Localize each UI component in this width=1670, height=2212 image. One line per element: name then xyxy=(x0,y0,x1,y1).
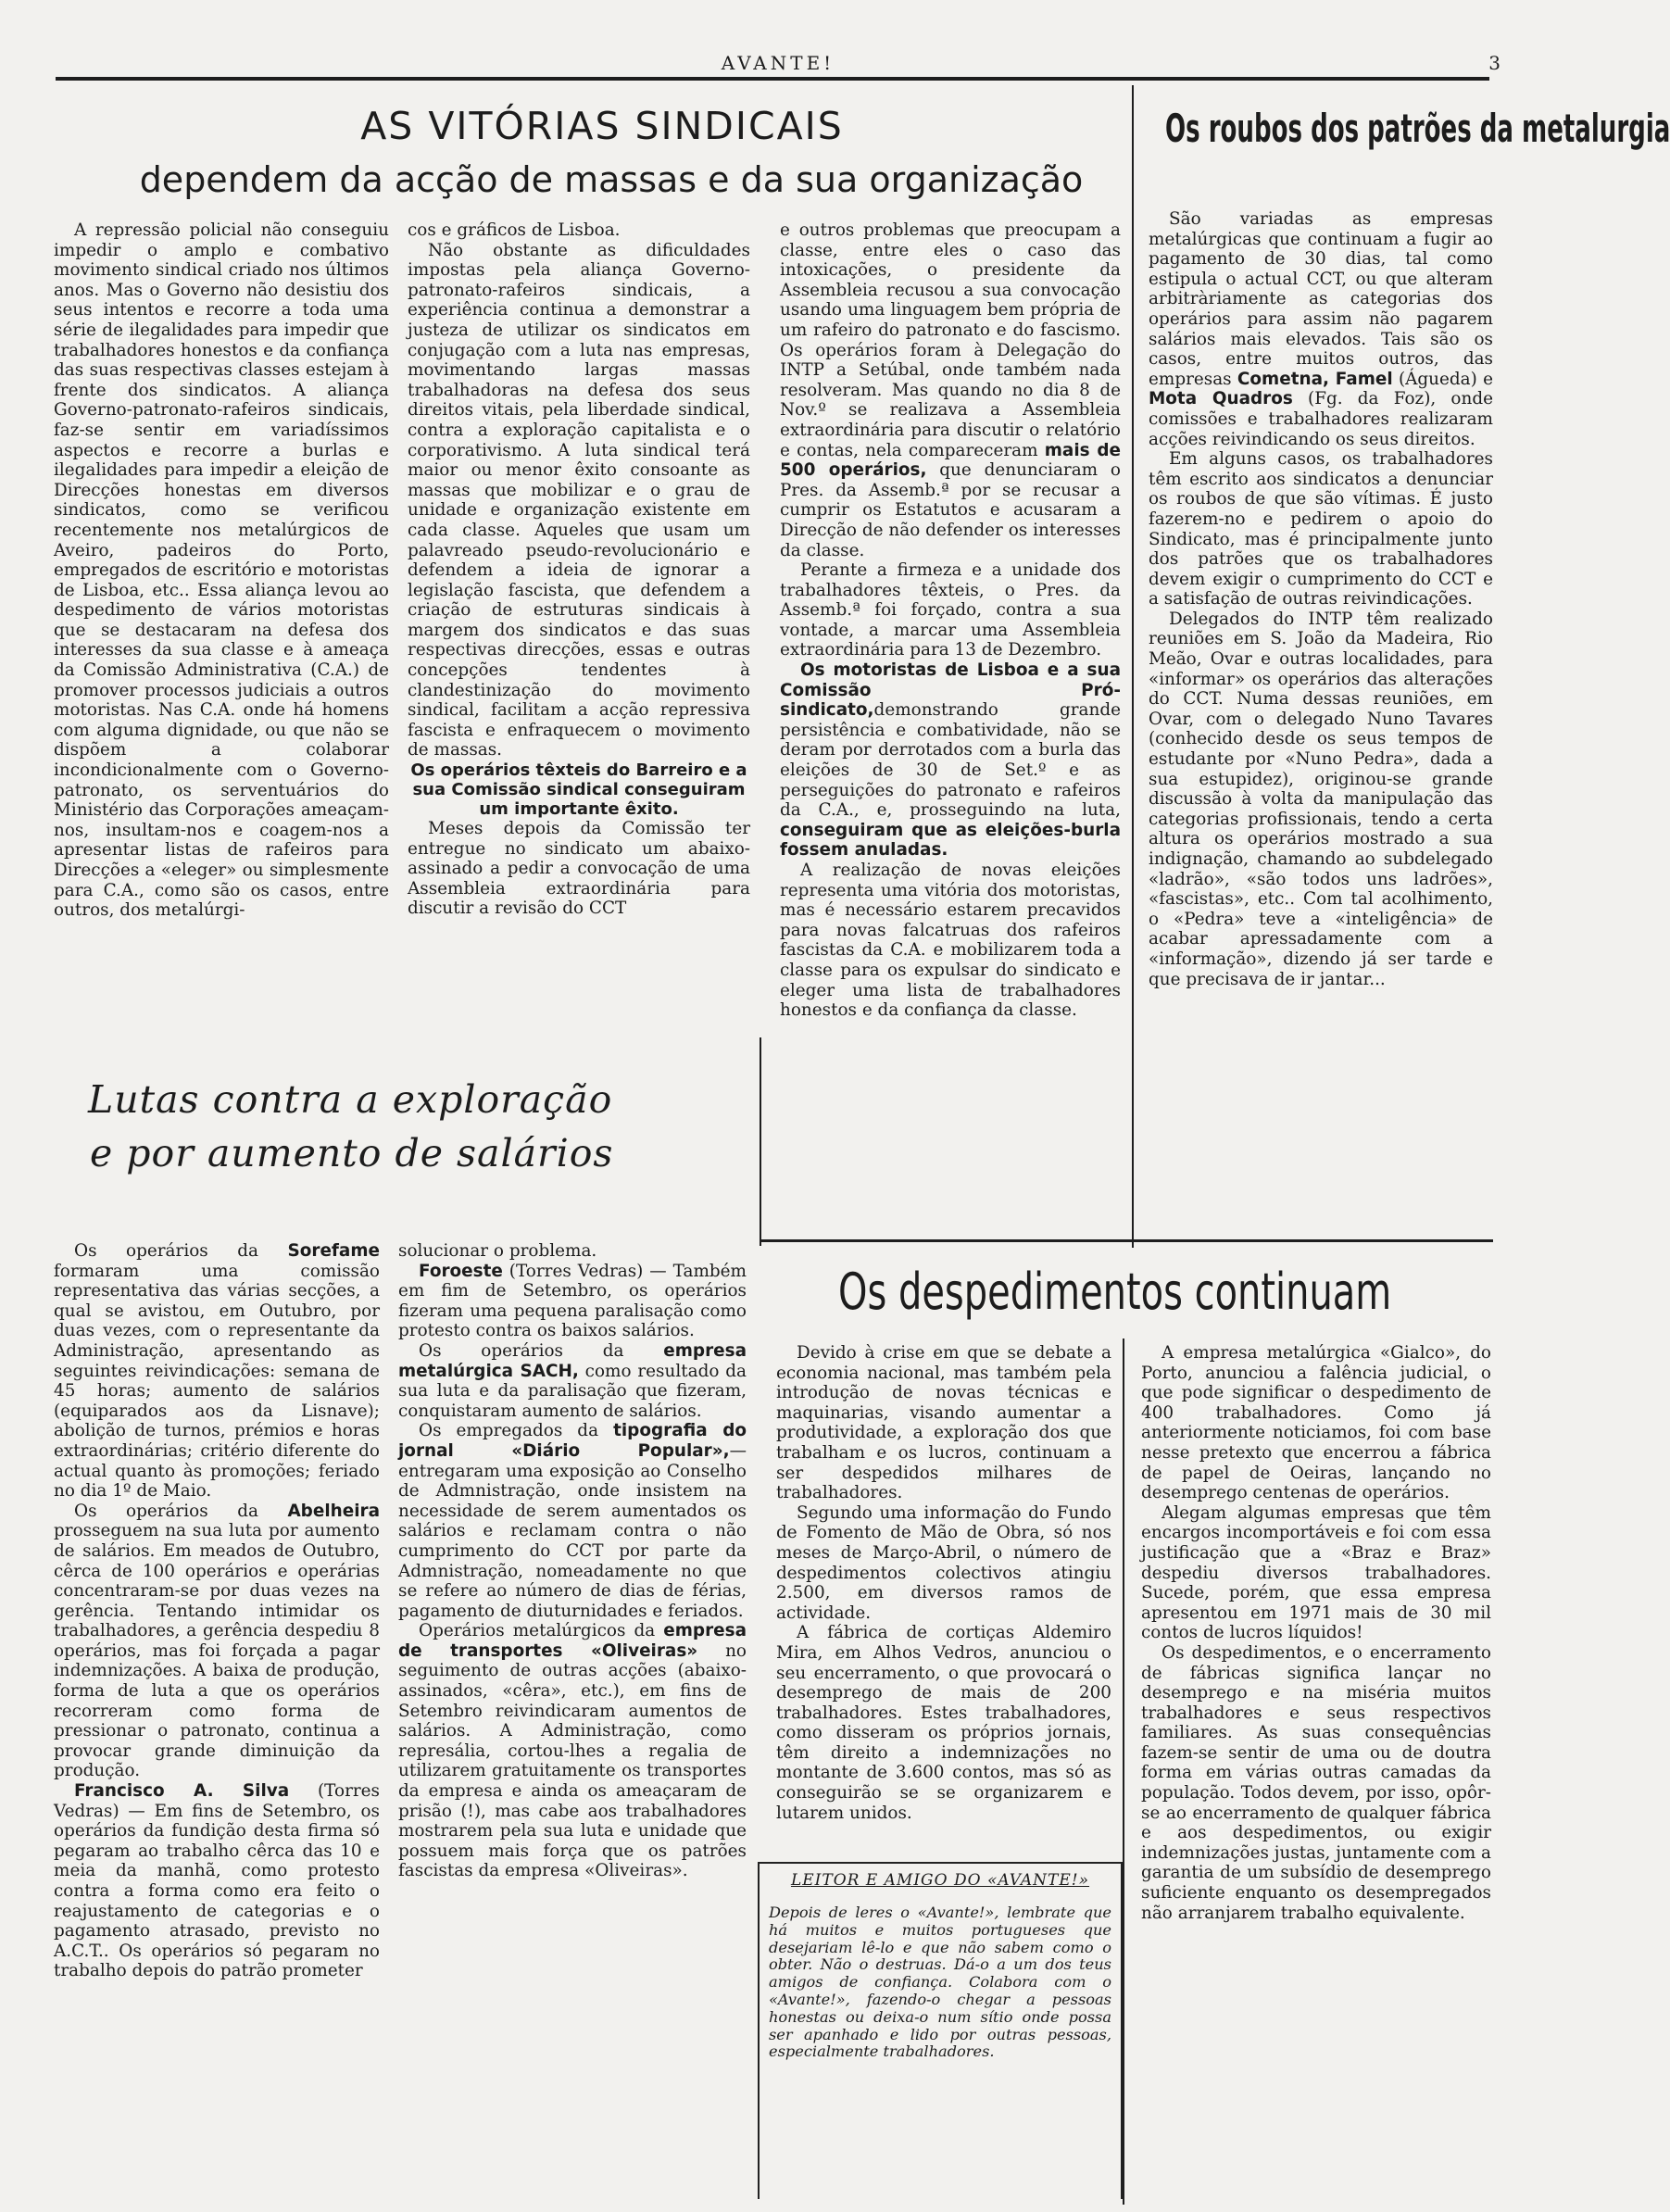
paragraph: (Águeda) e xyxy=(1398,369,1493,389)
paragraph: Perante a firmeza e a unidade dos trabalhadores têxteis, o Pres. da Assemb.ª foi forçado, contra a sua vontade, a marcar uma Assembleia extraordinária para 13 de Dezembro. xyxy=(780,560,1121,660)
emphasis: Mota Quadros xyxy=(1149,389,1293,409)
emphasis: Francisco A. Silva xyxy=(74,1781,290,1802)
emphasis: conseguiram que as eleições-burla fossem anuladas. xyxy=(780,820,1121,861)
paragraph: que denunciaram o Pres. da Assemb.ª por se recusar a cumprir os Estatutos e acusaram a Direcção de não defender os interesses da classe. xyxy=(780,460,1121,560)
emphasis: empresa de transportes «Oliveiras» xyxy=(398,1621,747,1661)
emphasis: Cometna, Famel xyxy=(1237,369,1393,389)
article1-column-2 xyxy=(408,220,750,1073)
paragraph: (Fg. da Foz), onde comissões e trabalhadores realizaram acções reivindicando os seus direitos. xyxy=(1149,389,1493,449)
paragraph: no seguimento de outras acções (abaixo-assinados, «cêra», etc.), em fins de Setembro reivindicaram aumentos de salários. A Administração, como represália, cortou-lhes a regalia de utilizarem gratuitamente os transportes da empresa e ainda os ameaçaram de prisão (!), mas cabe aos trabalhadores mostrarem pela sua luta e unidade que possuem mais força que os patrões fascistas da empresa «Oliveiras». xyxy=(398,1640,747,1881)
newspaper-name: AVANTE! xyxy=(721,52,835,74)
header-rule xyxy=(56,77,1489,81)
paragraph: Segundo uma informação do Fundo de Fomento de Mão de Obra, só nos meses de Março-Abril, o número de despedimentos colectivos atingiu 2.500, em diversos ramos de actividade. xyxy=(776,1502,1111,1623)
emphasis: mais de 500 operários, xyxy=(780,440,1121,481)
lower-divider xyxy=(1123,1339,1124,2205)
paragraph: A realização de novas eleições representa uma vitória dos motoristas, mas é necessário estarem precavidos para novas falcatruas dos rafeiros fascistas da C.A. e mobilizarem toda a classe para os expulsar do sindicato e eleger uma lista de trabalhadores honestos e da confiança da classe. xyxy=(780,861,1121,1021)
headline-despedimentos xyxy=(838,1255,1505,1339)
paragraph: — entregaram uma exposição ao Conselho de Admnistração, onde insistem na necessidade de serem aumentados os salários e reclamam contra o não cumprimento do CCT por parte da Admnistração, nomeadamente no que se refere ao número de dias de férias, pagamento de diuturnidades e feriados. xyxy=(398,1440,747,1621)
article4-top-rule xyxy=(761,1239,1493,1242)
emphasis: Sorefame xyxy=(287,1241,380,1261)
paragraph: Não obstante as dificuldades impostas pela aliança Governo-patronato-rafeiros sindicais, a experiência continua a demonstrar a justeza de utilizar os sindicatos em conjugação com a luta nas empresas, movimentando largas massas trabalhadoras na defesa dos seus direitos vitais, pela liberdade sindical, contra a exploração capitalista e o corporativismo. A luta sindical terá maior ou menor êxito consoante as massas que mobilizar e o grau de unidade e organização existente em cada classe. Aqueles que usam um palavreado pseudo-revolucionário e defendem a ideia de ignorar a legislação fascista, que defendem a criação de estruturas sindicais à margem dos sindicatos e das suas respectivas direcções, essas e outras concepções tendentes à clandestinização do movimento sindical, facilitam a acção repressiva fascista e enfraquecem o movimento de massas. xyxy=(408,240,750,760)
headline-despedimentos-text: Os despedimentos continuam xyxy=(838,1263,1392,1321)
paragraph: São variadas as empresas metalúrgicas que continuam a fugir ao pagamento de 30 dias, tal como estipula o actual CCT, ou que alteram arbitràriamente as categorias dos operários para assim não pagarem salários mais elevados. Tais são os casos, entre muitos outros, das empresas xyxy=(1149,209,1493,389)
paragraph: Meses depois da Comissão ter entregue no sindicato um abaixo-assinado a pedir a convocação de uma Assembleia extraordinária para discutir a revisão do CCT xyxy=(408,819,750,919)
headline-vitorias: AS VITÓRIAS SINDICAIS xyxy=(360,104,844,148)
article3-column-1 xyxy=(54,1241,380,2205)
article4-column-2 xyxy=(1141,1343,1491,2205)
paragraph: Em alguns casos, os trabalhadores têm escrito aos sindicatos a denunciar os roubos de que são vítimas. É justo fazerem-no e pedirem o apoio do Sindicato, mas é principalmente junto dos patrões que os trabalhadores devem exigir o cumprimento do CCT e a satisfação de outras reivindicações. xyxy=(1149,449,1493,610)
article3-column-2 xyxy=(398,1241,747,2205)
paragraph: Operários metalúrgicos da xyxy=(419,1621,656,1641)
paragraph: prosseguem na sua luta por aumento de salários. Em meados de Outubro, cêrca de 100 operários e operárias concentraram-se por duas vezes na gerência. Tentando intimidar os trabalhadores, a gerência despediu 8 operários, mas foi forçada a pagar indemnizações. A baixa de produção, forma de luta a que os operários recorreram como forma de pressionar o patronato, continua a provocar grande diminuição da produção. xyxy=(54,1521,380,1781)
headline-roubos xyxy=(1139,102,1670,208)
paragraph: A repressão policial não conseguiu impedir o amplo e combativo movimento sindical criado nos últimos anos. Mas o Governo não desistiu dos seus intentos e recorre a toda uma série de ilegalidades para impedir que trabalhadores honestos e da confiança das suas respectivas classes estejam à frente dos sindicatos. A aliança Governo-patronato-rafeiros sindicais, faz-se sentir em variadíssimos aspectos e recorre a burlas e ilegalidades para impedir a eleição de Direcções honestas em diversos sindicatos, como se verificou recentemente nos metalúrgicos de Aveiro, padeiros do Porto, empregados de escritório e motoristas de Lisboa, etc.. Essa aliança levou ao despedimento de vários motoristas que se destacaram na defesa dos interesses da sua classe e à ameaça da Comissão Administrativa (C.A.) de promover processos judiciais a outros motoristas. Nas C.A. onde há homens com alguma dignidade, ou que não se dispõem a colaborar incondicionalmente com o Governo-patronato, os serventuários do Ministério das Corporações ameaçam-nos, insultam-nos e coagem-nos a apresentar listas de rafeiros para Direcções a «eleger» ou simplesmente para C.A., como são os casos, entre outros, dos metalúrgi- xyxy=(54,220,389,921)
paragraph: e outros problemas que preocupam a classe, entre eles o caso das intoxicações, o presidente da Assembleia recusou a sua convocação usando uma linguagem bem própria de um rafeiro do patronato e do fascismo. Os operários foram à Delegação do INTP a Setúbal, onde também nada resolveram. Mas quando no dia 8 de Nov.º se realizava a Assembleia extraordinária para discutir o relatório e contas, nela compareceram xyxy=(780,220,1121,460)
paragraph: Delegados do INTP têm realizado reuniões em S. João da Madeira, Rio Meão, Ovar e outras localidades, para «informar» os operários das alterações do CCT. Numa dessas reuniões, em Ovar, com o delegado Nuno Tavares (conhecido desde os seus tempos de estudante por «Nuno Pedra», dada a sua estupidez), originou-se grande discussão à volta da manipulação das categorias profissionais, tendo a certa altura os operários mostrado a sua indignação, chamando ao subdelegado «ladrão», «são todos uns ladrões», «fascistas», etc.. Com tal acolhimento, o «Pedra» teve a «inteligência» de acabar apressadamente com a «informação», dizendo já ser tarde e que precisava de ir jantar... xyxy=(1149,609,1493,989)
article1-column-3 xyxy=(780,220,1121,1239)
emphasis: Abelheira xyxy=(287,1501,380,1521)
emphasis: tipografia do jornal «Diário Popular», xyxy=(398,1421,747,1461)
paragraph: cos e gráficos de Lisboa. xyxy=(408,220,621,240)
emphasis: Foroeste xyxy=(419,1261,503,1281)
paragraph: Os operários da xyxy=(74,1241,258,1261)
paragraph: formaram uma comissão representativa das várias secções, a qual se avistou, em Outubro, por duas vezes, com o representante da Administração, apresentando as seguintes reivindicações: semana de 45 horas; aumento de salários (equiparados aos da Lisnave); abolição de turnos, prémios e horas extraordinárias; critério diferente do actual quanto às promoções; feriado no dia 1º de Maio. xyxy=(54,1261,380,1502)
headline-lutas xyxy=(88,1073,718,1180)
emphasis: empresa metalúrgica SACH, xyxy=(398,1340,747,1381)
article2-column xyxy=(1149,209,1493,1239)
paragraph: (Torres Vedras) — Também em fim de Setembro, os operários fizeram uma pequena paralisação como protesto contra os baixos salários. xyxy=(398,1261,747,1341)
paragraph: como resultado da sua luta e da paralisação que fizeram, conquistaram aumento de salários. xyxy=(398,1361,747,1421)
page-number: 3 xyxy=(1488,52,1500,74)
headline-lutas-line2: e por aumento de salários xyxy=(90,1131,614,1175)
article3-divider xyxy=(760,1037,761,1246)
paragraph: Os empregados da xyxy=(419,1421,599,1441)
paragraph: Os operários da xyxy=(74,1501,258,1521)
subheadline-vitorias: dependem da acção de massas e da sua organização xyxy=(139,159,1084,200)
emphasis: Os motoristas de Lisboa e a sua Comissão Pró-sindicato, xyxy=(780,660,1121,721)
headline-lutas-line1: Lutas contra a exploração xyxy=(88,1077,613,1122)
reader-notice-box xyxy=(758,1862,1123,2199)
sidebar-divider xyxy=(1132,85,1134,1248)
article4-column-1 xyxy=(776,1343,1111,1853)
paragraph: A fábrica de cortiças Aldemiro Mira, em Alhos Vedros, anunciou o seu encerramento, o que provocará o desemprego de mais de 200 trabalhadores. Estes trabalhadores, como disseram os próprios jornais, têm direito a indemnizações no montante de 3.600 contos, mas só as conseguirão se se organizarem e lutarem unidos. xyxy=(776,1623,1111,1823)
paragraph: (Torres Vedras) — Em fins de Setembro, os operários da fundição desta firma só pegaram ao trabalho cêrca das 10 e meia da manhã, como protesto contra a forma como era feito o reajustamento de categorias e o pagamento atrasado, previsto no A.C.T.. Os operários só pegaram no trabalho depois do patrão prometer xyxy=(54,1781,380,1981)
paragraph: A empresa metalúrgica «Gialco», do Porto, anunciou a falência judicial, o que pode significar o despedimento de 400 trabalhadores. Como já anteriormente noticiamos, foi com base nesse pretexto que encerrou a fábrica de papel de Oeiras, lançando no desemprego centenas de operários. xyxy=(1141,1343,1491,1503)
reader-notice-title: LEITOR E AMIGO DO «AVANTE!» xyxy=(790,1871,1090,1890)
article1-column-1 xyxy=(54,220,389,1073)
paragraph: solucionar o problema. xyxy=(398,1241,597,1261)
paragraph: demonstrando grande persistência e combatividade, não se deram por derrotados com a burla das eleições de 30 de Set.º e as perseguições do patronato e rafeiros da C.A., e, prosseguindo na luta, xyxy=(780,700,1121,821)
headline-roubos-text: Os roubos dos patrões da metalurgia xyxy=(1165,106,1670,151)
paragraph: Os despedimentos, e o encerramento de fábricas significa lançar no desemprego e na miséria muitos trabalhadores e seus respectivos familiares. As suas consequências fazem-se sentir de uma ou de doutra forma em várias outras camadas da população. Todos devem, por isso, opôr-se ao encerramento de qualquer fábrica e aos despedimentos, ou exigir indemnizações justas, juntamente com a garantia de um subsídio de desemprego suficiente enquanto os desempregados não arranjarem trabalho equivalente. xyxy=(1141,1642,1491,1923)
paragraph: Os operários da xyxy=(419,1340,624,1361)
paragraph: Devido à crise em que se debate a economia nacional, mas também pela introdução de novas técnicas e maquinarias, visando aumentar a produtividade, a exploração dos que trabalham e os lucros, continuam a ser despedidos milhares de trabalhadores. xyxy=(776,1343,1111,1503)
paragraph: Alegam algumas empresas que têm encargos incomportáveis e foi com essa justificação que a «Braz e Braz» despediu diversos trabalhadores. Sucede, porém, que essa empresa apresentou em 1971 mais de 30 mil contos de lucros líquidos! xyxy=(1141,1502,1491,1643)
reader-notice-text: Depois de leres o «Avante!», lembrate que há muitos e muitos portugueses que desejariam lê-lo e que não sabem como o obter. Não o destruas. Dá-o a um dos teus amigos de confiança. Colabora com o «Avante!», fazendo-o chegar a pessoas honestas ou deixa-o num sítio onde possa ser apanhado e lido por outras pessoas, especialmente trabalhadores. xyxy=(769,1904,1111,2061)
subhead: Os operários têxteis do Barreiro e a sua Comissão sindical conseguiram um importante êxito. xyxy=(410,760,747,820)
